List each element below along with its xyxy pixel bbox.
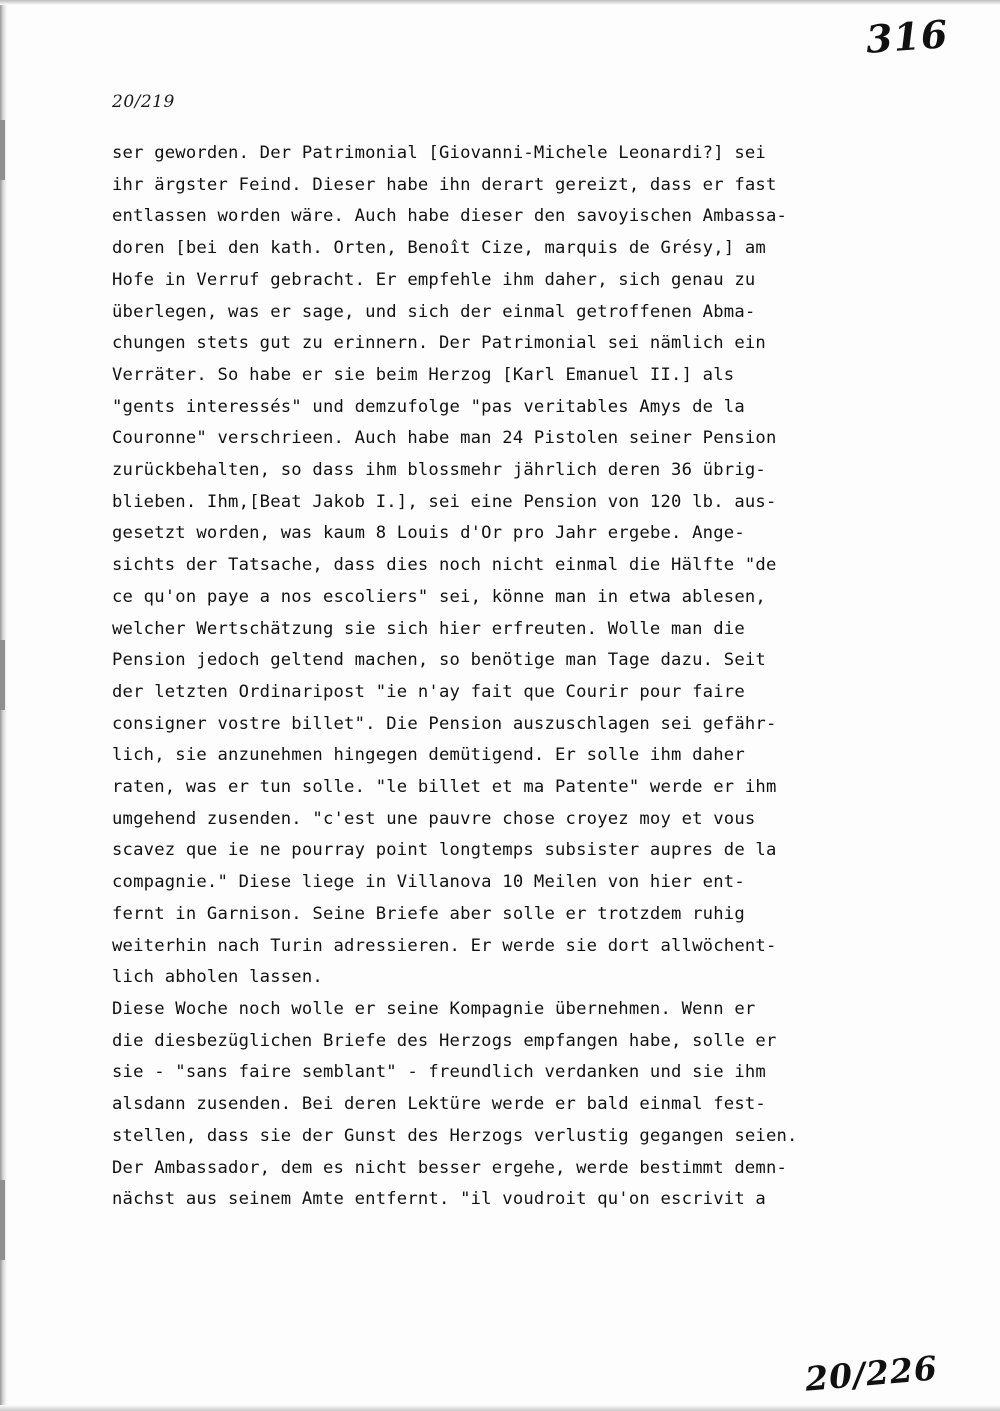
- document-line: doren [bei den kath. Orten, Benoît Cize, marquis de Grésy,] am: [112, 238, 766, 259]
- document-line: die diesbezüglichen Briefe des Herzogs empfangen habe, solle er: [112, 1030, 777, 1051]
- document-line: Der Ambassador, dem es nicht besser ergehe, werde bestimmt demn-: [112, 1157, 788, 1178]
- document-line: scavez que ie ne pourray point longtemps subsister aupres de la: [112, 840, 777, 861]
- document-line: überlegen, was er sage, und sich der einmal getroffenen Abma-: [112, 301, 756, 322]
- document-line: lich, sie anzunehmen hingegen demütigend. Er solle ihm daher: [112, 745, 745, 766]
- document-line: Verräter. So habe er sie beim Herzog [Karl Emanuel II.] als: [112, 364, 735, 385]
- document-body: [112, 138, 902, 1216]
- document-line: nächst aus seinem Amte entfernt. "il voudroit qu'on escrivit a: [112, 1189, 766, 1210]
- document-line: entlassen worden wäre. Auch habe dieser den savoyischen Ambassa-: [112, 206, 788, 227]
- scan-edge-bottom: [0, 1405, 1000, 1411]
- document-line: compagnie." Diese liege in Villanova 10 Meilen von hier ent-: [112, 872, 745, 893]
- handwritten-archive-number-top: 316: [864, 11, 950, 62]
- document-line: ihr ärgster Feind. Dieser habe ihn derart gereizt, dass er fast: [112, 174, 777, 195]
- document-line: blieben. Ihm,[Beat Jakob I.], sei eine Pension von 120 lb. aus-: [112, 491, 777, 512]
- document-line: Diese Woche noch wolle er seine Kompagnie übernehmen. Wenn er: [112, 998, 756, 1019]
- document-line: alsdann zusenden. Bei deren Lektüre werde er bald einmal fest-: [112, 1094, 766, 1115]
- scan-edge-top: [0, 0, 1000, 5]
- scan-notch: [0, 640, 5, 710]
- scan-notch: [0, 120, 5, 180]
- document-line: raten, was er tun solle. "le billet et ma Patente" werde er ihm: [112, 777, 777, 798]
- document-line: der letzten Ordinaripost "ie n'ay fait que Courir pour faire: [112, 681, 745, 702]
- document-line: chungen stets gut zu erinnern. Der Patrimonial sei nämlich ein: [112, 333, 766, 354]
- document-line: sichts der Tatsache, dass dies noch nicht einmal die Hälfte "de: [112, 555, 777, 576]
- scan-notch: [0, 1180, 5, 1260]
- document-line: umgehend zusenden. "c'est une pauvre chose croyez moy et vous: [112, 808, 756, 829]
- document-line: fernt in Garnison. Seine Briefe aber solle er trotzdem ruhig: [112, 903, 745, 924]
- document-line: gesetzt worden, was kaum 8 Louis d'Or pro Jahr ergebe. Ange-: [112, 523, 745, 544]
- document-line: "gents interessés" und demzufolge "pas veritables Amys de la: [112, 396, 745, 417]
- document-line: weiterhin nach Turin adressieren. Er werde sie dort allwöchent-: [112, 935, 777, 956]
- document-line: Pension jedoch geltend machen, so benötige man Tage dazu. Seit: [112, 650, 766, 671]
- document-line: sie - "sans faire semblant" - freundlich verdanken und sie ihm: [112, 1062, 766, 1083]
- document-line: stellen, dass sie der Gunst des Herzogs verlustig gegangen seien.: [112, 1125, 798, 1146]
- document-line: Couronne" verschrieen. Auch habe man 24 Pistolen seiner Pension: [112, 428, 777, 449]
- folio-reference: 20/219: [112, 92, 175, 112]
- document-line: Hofe in Verruf gebracht. Er empfehle ihm daher, sich genau zu: [112, 269, 756, 290]
- document-line: ser geworden. Der Patrimonial [Giovanni-Michele Leonardi?] sei: [112, 143, 766, 163]
- document-line: lich abholen lassen.: [112, 967, 323, 988]
- document-line: welcher Wertschätzung sie sich hier erfreuten. Wolle man die: [112, 618, 745, 639]
- handwritten-archive-number-bottom: 20/226: [803, 1348, 940, 1399]
- document-line: ce qu'on paye a nos escoliers" sei, könne man in etwa ablesen,: [112, 586, 766, 607]
- document-line: consigner vostre billet". Die Pension auszuschlagen sei gefähr-: [112, 713, 777, 734]
- document-line: zurückbehalten, so dass ihm blossmehr jährlich deren 36 übrig-: [112, 460, 766, 481]
